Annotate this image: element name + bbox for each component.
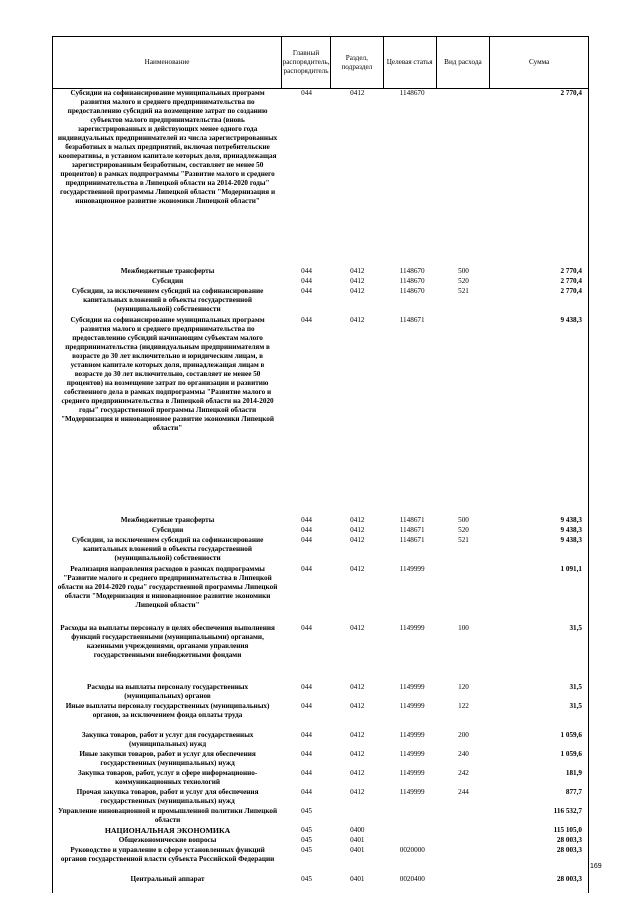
table-row bbox=[53, 826, 588, 836]
row-section: 0412 bbox=[350, 750, 365, 758]
row-sum: 181,9 bbox=[565, 769, 583, 777]
row-target-article: 0020400 bbox=[399, 875, 425, 883]
row-section: 0401 bbox=[350, 875, 365, 883]
table-row bbox=[53, 536, 588, 565]
row-section: 0401 bbox=[350, 846, 365, 854]
row-name: Субсидии bbox=[151, 526, 184, 534]
row-sum: 2 770,4 bbox=[560, 287, 583, 295]
table-header bbox=[52, 36, 589, 89]
table-row bbox=[53, 316, 588, 516]
row-sum: 1 091,1 bbox=[560, 565, 583, 573]
row-expense-type: 100 bbox=[458, 624, 469, 632]
row-target-article: 1148670 bbox=[399, 287, 425, 295]
row-main-manager: 044 bbox=[301, 277, 312, 285]
row-name: Субсидии bbox=[151, 277, 184, 285]
row-name: Руководство и управление в сфере установленных функций органов государственной власти субъекта Российской Федерации bbox=[60, 846, 275, 863]
row-expense-type bbox=[437, 826, 491, 836]
row-name: Центральный аппарат bbox=[130, 875, 205, 883]
row-expense-type: 521 bbox=[458, 287, 469, 295]
row-main-manager: 044 bbox=[301, 750, 312, 758]
row-expense-type bbox=[437, 836, 491, 846]
row-section: 0412 bbox=[350, 788, 365, 796]
row-main-manager: 044 bbox=[301, 287, 312, 295]
budget-table bbox=[52, 36, 589, 893]
row-expense-type: 240 bbox=[458, 750, 469, 758]
row-main-manager: 045 bbox=[301, 826, 312, 834]
header-main-manager: Главный распорядитель, распорядитель bbox=[282, 37, 331, 88]
row-expense-type: 122 bbox=[458, 702, 469, 710]
row-main-manager: 044 bbox=[301, 526, 312, 534]
row-main-manager: 044 bbox=[301, 788, 312, 796]
row-target-article: 1148670 bbox=[399, 277, 425, 285]
row-section: 0412 bbox=[350, 769, 365, 777]
table-row bbox=[53, 526, 588, 536]
table-row bbox=[53, 516, 588, 526]
row-target-article: 0020000 bbox=[399, 846, 425, 854]
row-sum: 2 770,4 bbox=[560, 267, 583, 275]
row-target-article: 1148671 bbox=[399, 316, 425, 324]
row-sum: 1 059,6 bbox=[560, 750, 583, 758]
row-target-article: 1149999 bbox=[399, 565, 425, 573]
table-row bbox=[53, 683, 588, 702]
row-main-manager: 044 bbox=[301, 702, 312, 710]
row-section: 0412 bbox=[350, 516, 365, 524]
table-row bbox=[53, 287, 588, 316]
row-name: Иные выплаты персоналу государственных (муниципальных) органов, за исключением фонда оплаты труда bbox=[65, 702, 270, 719]
table-row bbox=[53, 89, 588, 267]
row-sum: 9 438,3 bbox=[560, 536, 583, 544]
row-section: 0412 bbox=[350, 526, 365, 534]
row-target-article bbox=[384, 807, 437, 826]
row-expense-type: 500 bbox=[458, 267, 469, 275]
table-row bbox=[53, 702, 588, 731]
row-expense-type bbox=[437, 807, 491, 826]
row-sum: 2 770,4 bbox=[560, 89, 583, 97]
row-main-manager: 045 bbox=[301, 846, 312, 854]
table-row bbox=[53, 624, 588, 683]
row-main-manager: 044 bbox=[301, 536, 312, 544]
row-sum: 9 438,3 bbox=[560, 316, 583, 324]
table-row bbox=[53, 836, 588, 846]
row-name: Субсидии, за исключением субсидий на софинансирование капитальных вложений в объекты государственной (муниципальной) собственности bbox=[71, 287, 264, 313]
row-expense-type: 520 bbox=[458, 277, 469, 285]
row-expense-type: 120 bbox=[458, 683, 469, 691]
row-section: 0400 bbox=[350, 826, 365, 834]
row-section: 0412 bbox=[350, 624, 365, 632]
row-sum: 28 003,3 bbox=[556, 875, 583, 883]
header-sum: Сумма bbox=[528, 58, 550, 66]
row-section: 0412 bbox=[350, 267, 365, 275]
row-sum: 9 438,3 bbox=[560, 516, 583, 524]
row-target-article: 1149999 bbox=[399, 788, 425, 796]
row-main-manager: 044 bbox=[301, 316, 312, 324]
row-target-article: 1149999 bbox=[399, 702, 425, 710]
row-main-manager: 044 bbox=[301, 731, 312, 739]
table-body bbox=[52, 89, 589, 893]
row-name: Межбюджетные трансферты bbox=[120, 267, 215, 275]
row-main-manager: 044 bbox=[301, 683, 312, 691]
row-section: 0412 bbox=[350, 287, 365, 295]
row-expense-type bbox=[437, 565, 491, 624]
row-target-article: 1149999 bbox=[399, 683, 425, 691]
row-sum: 31,5 bbox=[569, 702, 583, 710]
row-sum: 1 059,6 bbox=[560, 731, 583, 739]
row-target-article: 1148671 bbox=[399, 516, 425, 524]
row-expense-type: 520 bbox=[458, 526, 469, 534]
row-expense-type bbox=[437, 846, 491, 875]
header-expense-type: Вид расхода bbox=[437, 37, 491, 88]
row-expense-type: 521 bbox=[458, 536, 469, 544]
row-main-manager: 045 bbox=[301, 836, 312, 844]
row-target-article: 1149999 bbox=[399, 750, 425, 758]
row-expense-type bbox=[437, 316, 491, 516]
table-row bbox=[53, 846, 588, 875]
header-name: Наименование bbox=[53, 37, 282, 88]
row-target-article: 1148671 bbox=[399, 526, 425, 534]
row-section: 0412 bbox=[350, 683, 365, 691]
table-row bbox=[53, 277, 588, 287]
row-main-manager: 044 bbox=[301, 89, 312, 97]
table-row bbox=[53, 807, 588, 826]
row-target-article bbox=[384, 836, 437, 846]
row-sum: 2 770,4 bbox=[560, 277, 583, 285]
header-section: Раздел, подраздел bbox=[331, 37, 384, 88]
row-expense-type: 244 bbox=[458, 788, 469, 796]
table-row bbox=[53, 788, 588, 807]
row-name: Субсидии на софинансирование муниципальных программ развития малого и среднего предпринимательства по предоставлению субсидий начинающим субъектам малого предпринимательства (индивидуальным предпринимателям в возрасте до 30 лет включительно и юридическим лицам, в уставном капитале которых доля, принадлежащая лицам в возрасте до 30 лет включительно, составляет не менее 50 процентов) на возмещение затрат по организации и развитию собственного дела в рамках подпрограммы "Развитие малого и среднего предпринимательства в Липецкой области на 2014-2020 годы" государственной программы Липецкой области "Модернизация и инновационное развитие экономики Липецкой области" bbox=[61, 316, 275, 432]
row-target-article: 1148670 bbox=[399, 89, 425, 97]
row-target-article: 1148671 bbox=[399, 536, 425, 544]
row-name: Расходы на выплаты персоналу государственных (муниципальных) органов bbox=[86, 683, 249, 700]
row-expense-type: 200 bbox=[458, 731, 469, 739]
row-expense-type bbox=[437, 89, 491, 267]
table-row bbox=[53, 750, 588, 769]
row-main-manager: 045 bbox=[301, 807, 312, 815]
row-target-article: 1148670 bbox=[399, 267, 425, 275]
row-sum: 28 003,3 bbox=[556, 836, 583, 844]
row-name: Расходы на выплаты персоналу в целях обеспечения выполнения функций государственными (муниципальными) органами, казенными учреждениями, органами управления государственными внебюджетными фондами bbox=[60, 624, 275, 659]
row-name: Межбюджетные трансферты bbox=[120, 516, 215, 524]
row-main-manager: 044 bbox=[301, 624, 312, 632]
row-name: Реализация направления расходов в рамках подпрограммы "Развитие малого и среднего предпринимательства в Липецкой области на 2014-2020 годы" государственной программы Липецкой области "Модернизация и инновационное развитие экономики Липецкой области" bbox=[57, 565, 278, 609]
row-target-article: 1149999 bbox=[399, 731, 425, 739]
row-section: 0412 bbox=[350, 565, 365, 573]
row-expense-type bbox=[437, 875, 491, 891]
table-row bbox=[53, 769, 588, 788]
row-section: 0412 bbox=[350, 536, 365, 544]
row-sum: 116 532,7 bbox=[553, 807, 583, 815]
row-name: НАЦИОНАЛЬНАЯ ЭКОНОМИКА bbox=[104, 826, 231, 835]
row-name: Субсидии на софинансирование муниципальных программ развития малого и среднего предпринимательства по предоставлению субсидий на возмещение затрат по созданию субъектов малого предпринимательства (вновь зарегистрированных и действующих менее одного года индивидуальных предпринимателей из числа зарегистрированных безработных в малых предприятий, включая потребительские кооперативы, в уставном капитале которых доля, принадлежащая зарегистрированным безработным, составляет не менее 50 процентов) в рамках подпрограммы "Развитие малого и среднего предпринимательства в Липецкой области на 2014-2020 годы" государственной программы Липецкой области "Модернизация и инновационное развитие экономики Липецкой области" bbox=[57, 89, 278, 205]
row-target-article: 1149999 bbox=[399, 624, 425, 632]
row-section: 0412 bbox=[350, 702, 365, 710]
row-section: 0412 bbox=[350, 89, 365, 97]
row-sum: 31,5 bbox=[569, 683, 583, 691]
header-target-article: Целевая статья bbox=[384, 37, 437, 88]
row-target-article: 1149999 bbox=[399, 769, 425, 777]
row-expense-type: 242 bbox=[458, 769, 469, 777]
row-name: Иные закупки товаров, работ и услуг для обеспечения государственных (муниципальных) нужд bbox=[79, 750, 256, 767]
row-main-manager: 044 bbox=[301, 769, 312, 777]
row-target-article bbox=[384, 826, 437, 836]
row-name: Общеэкономические вопросы bbox=[118, 836, 217, 844]
row-main-manager: 045 bbox=[301, 875, 312, 883]
row-sum: 115 105,0 bbox=[553, 826, 583, 834]
table-row bbox=[53, 565, 588, 624]
row-name: Закупка товаров, работ и услуг для государственных (муниципальных) нужд bbox=[81, 731, 254, 748]
row-expense-type: 500 bbox=[458, 516, 469, 524]
table-row bbox=[53, 267, 588, 277]
row-section bbox=[331, 807, 384, 826]
row-sum: 877,7 bbox=[565, 788, 583, 796]
row-sum: 9 438,3 bbox=[560, 526, 583, 534]
table-row bbox=[53, 731, 588, 750]
row-section: 0401 bbox=[350, 836, 365, 844]
table-row bbox=[53, 875, 588, 891]
row-name: Закупка товаров, работ, услуг в сфере информационно-коммуникационных технологий bbox=[77, 769, 258, 786]
row-main-manager: 044 bbox=[301, 267, 312, 275]
row-sum: 28 003,3 bbox=[556, 846, 583, 854]
row-name: Прочая закупка товаров, работ и услуг для обеспечения государственных (муниципальных) нужд bbox=[76, 788, 259, 805]
row-name: Субсидии, за исключением субсидий на софинансирование капитальных вложений в объекты государственной (муниципальной) собственности bbox=[71, 536, 264, 562]
row-sum: 31,5 bbox=[569, 624, 583, 632]
row-main-manager: 044 bbox=[301, 516, 312, 524]
row-section: 0412 bbox=[350, 731, 365, 739]
row-name: Управление инновационной и промышленной политики Липецкой области bbox=[57, 807, 278, 824]
row-main-manager: 044 bbox=[301, 565, 312, 573]
row-section: 0412 bbox=[350, 316, 365, 324]
row-section: 0412 bbox=[350, 277, 365, 285]
page-number: 169 bbox=[590, 863, 602, 870]
